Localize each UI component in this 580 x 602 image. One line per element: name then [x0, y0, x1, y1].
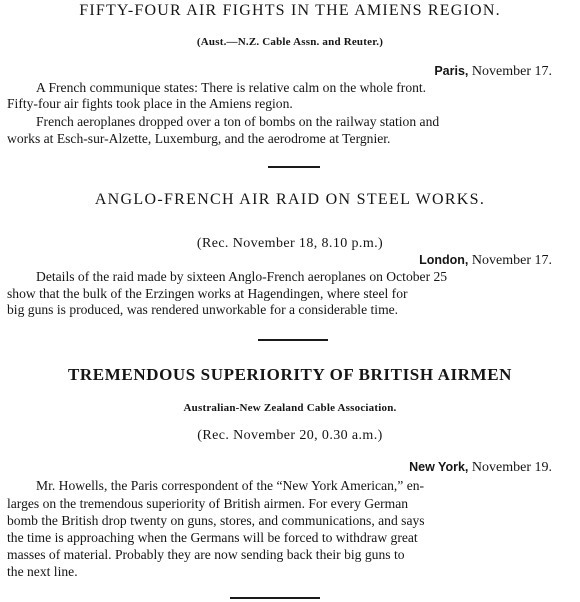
headline-british-airmen: TREMENDOUS SUPERIORITY OF BRITISH AIRMEN — [67, 365, 513, 384]
section-divider — [268, 166, 320, 168]
dateline-date: November 17. — [471, 253, 552, 268]
received-time: (Rec. November 20, 0.30 a.m.) — [197, 428, 383, 443]
paragraph-line: show that the bulk of the Erzingen works at Hagendingen, where steel for — [7, 286, 408, 301]
paragraph-line: Details of the raid made by sixteen Anglo-French aeroplanes on October 25 — [36, 269, 448, 284]
paragraph-line: the time is approaching when the Germans will be forced to withdraw great — [7, 530, 418, 545]
section-divider — [258, 339, 328, 341]
paragraph-line: Fifty-four air fights took place in the Amiens region. — [7, 96, 293, 111]
dateline-date: November 19. — [471, 460, 552, 475]
paragraph-line: Mr. Howells, the Paris correspondent of the “New York American,” en- — [36, 478, 425, 493]
paragraph-line: bomb the British drop twenty on guns, stores, and communications, and says — [7, 513, 425, 528]
section-divider — [230, 597, 320, 599]
paragraph-line: works at Esch-sur-Alzette, Luxemburg, and the aerodrome at Tergnier. — [7, 131, 391, 146]
paragraph-line: masses of material. Probably they are now sending back their big guns to — [7, 547, 405, 562]
dateline-place: London, — [419, 253, 469, 267]
paragraph-line: the next line. — [7, 564, 78, 579]
headline-steel-works: ANGLO-FRENCH AIR RAID ON STEEL WORKS. — [94, 191, 486, 208]
dateline — [434, 64, 552, 80]
credit-line: (Aust.—N.Z. Cable Assn. and Reuter.) — [196, 36, 384, 48]
dateline-place: Paris, — [434, 64, 469, 78]
dateline — [419, 253, 552, 269]
headline-amiens: FIFTY-FOUR AIR FIGHTS IN THE AMIENS REGION. — [79, 2, 501, 19]
paragraph-line: French aeroplanes dropped over a ton of bombs on the railway station and — [36, 114, 440, 129]
dateline — [409, 460, 552, 476]
dateline-date: November 17. — [471, 64, 552, 79]
received-time: (Rec. November 18, 8.10 p.m.) — [196, 236, 384, 251]
paragraph-line: A French communique states: There is relative calm on the whole front. — [36, 80, 427, 95]
credit-line: Australian-New Zealand Cable Association. — [183, 402, 397, 414]
paragraph-line: big guns is produced, was rendered unworkable for a considerable time. — [7, 302, 399, 317]
dateline-place: New York, — [409, 460, 469, 474]
paragraph-line: larges on the tremendous superiority of British airmen. For every German — [7, 496, 409, 511]
